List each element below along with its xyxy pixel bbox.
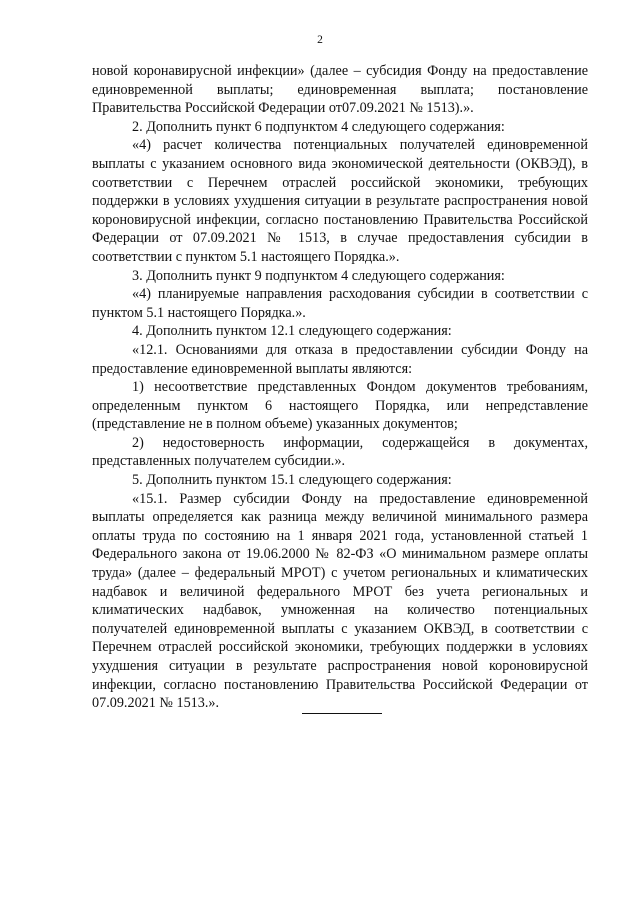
paragraph-item-4-subitem-1: 1) несоответствие представленных Фондом документов требованиям, определенным пунктом 6 настоящего Порядка, или непредставление (представление не в полном объеме) указанных документов; [92, 379, 588, 433]
closing-divider [302, 713, 382, 714]
document-body [92, 62, 588, 713]
paragraph-item-2-content: «4) расчет количества потенциальных получателей единовременной выплаты с указанием основного вида экономической деятельности (ОКВЭД), в соответствии с Перечнем отраслей российской экономики, требующих поддержки в условиях ухудшения ситуации в результате распространения новой короновирусной инфекции, согласно постановлению Правительства Российской Федерации от 07.09.2021 № 1513, в случае предоставления субсидии в соответствии с пунктом 5.1 настоящего Порядка.». [92, 137, 588, 265]
paragraph-item-3-heading: 3. Дополнить пункт 9 подпунктом 4 следующего содержания: [132, 267, 505, 284]
paragraph-item-4-heading: 4. Дополнить пунктом 12.1 следующего содержания: [132, 323, 452, 340]
page-number: 2 [317, 34, 323, 46]
paragraph-item-5-content: «15.1. Размер субсидии Фонду на предоставление единовременной выплаты определяется как разница между величиной минимального размера оплаты труда по состоянию на 1 января 2021 года, установленной статьей 1 Федерального закона от 19.06.2000 № 82-ФЗ «О минимальном размере оплаты труда» (далее – федеральный МРОТ) с учетом региональных и климатических надбавок и величиной федерального МРОТ без учета региональных и климатических надбавок, умноженная на количество потенциальных получателей единовременной выплаты с указанием ОКВЭД, в соответствии с Перечнем отраслей российской экономики, требующих поддержки в условиях ухудшения ситуации в результате распространения новой короновирусной инфекции, согласно постановлению Правительства Российской Федерации от 07.09.2021 № 1513.». [92, 490, 588, 712]
paragraph-intro-tail: новой коронавирусной инфекции» (далее – субсидия Фонду на предоставление единовременной выплаты; единовременная выплата; постановление Правительства Российской Федерации от07.09.2021 № 1513).». [92, 63, 588, 117]
paragraph-item-4-content: «12.1. Основаниями для отказа в предоставлении субсидии Фонду на предоставление единовременной выплаты являются: [92, 341, 588, 377]
paragraph-item-2-heading: 2. Дополнить пункт 6 подпунктом 4 следующего содержания: [132, 118, 505, 135]
paragraph-item-3-content: «4) планируемые направления расходования субсидии в соответствии с пунктом 5.1 настоящего Порядка.». [92, 286, 588, 321]
paragraph-item-5-heading: 5. Дополнить пунктом 15.1 следующего содержания: [132, 472, 452, 489]
paragraph-item-4-subitem-2: 2) недостоверность информации, содержащейся в документах, представленных получателем субсидии.». [92, 434, 588, 470]
